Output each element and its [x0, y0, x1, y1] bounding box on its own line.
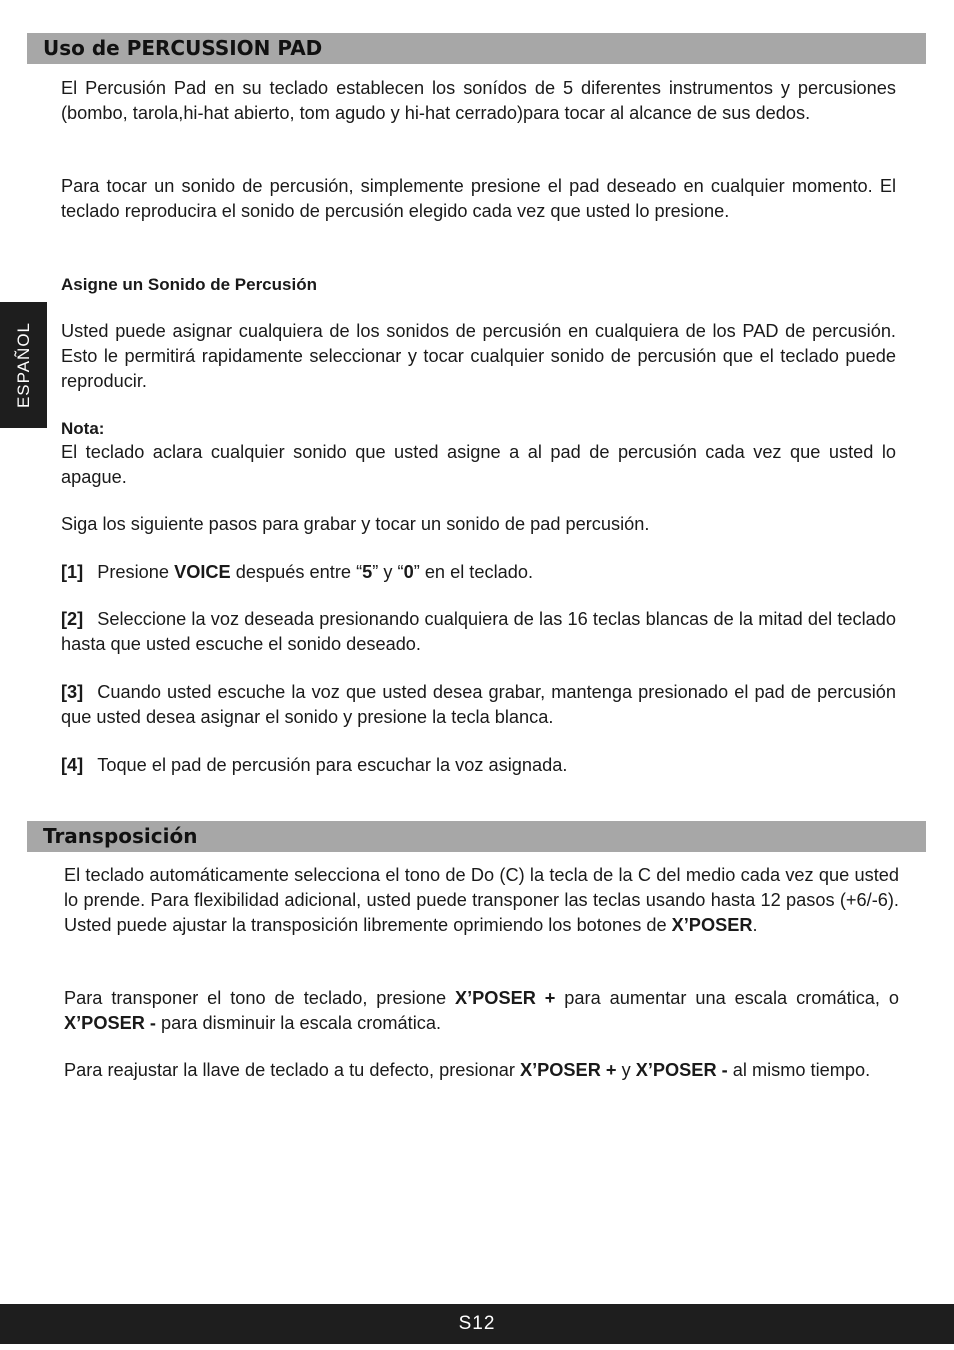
step-4: [61, 753, 896, 778]
paragraph-transposition-intro: [64, 863, 899, 938]
language-label: ESPAÑOL: [13, 321, 33, 409]
paragraph-assign: Usted puede asignar cualquiera de los sonidos de percusión en cualquiera de los PAD de percusión. Esto le permitirá rapidamente seleccionar y tocar cualquier sonido de percusión que el teclado puede reproducir.: [61, 321, 896, 391]
step-1-digit-5: 5: [362, 562, 373, 582]
step-3: [61, 680, 896, 730]
reset-key-text-b: y: [616, 1060, 636, 1080]
step-3-text: Cuando usted escuche la voz que usted desea grabar, mantenga presionado el pad de percusión que usted desea asignar el sonido y presione la tecla blanca.: [61, 682, 896, 727]
step-1-number: [1]: [61, 562, 84, 582]
step-1: [61, 560, 896, 585]
step-1-voice: VOICE: [174, 562, 231, 582]
page-number: S12: [458, 1313, 496, 1334]
paragraph-play-sound: Para tocar un sonido de percusión, simplemente presione el pad deseado en cualquier momento. El teclado reproducira el sonido de percusión elegido cada vez que usted lo presione.: [61, 176, 896, 221]
step-4-number: [4]: [61, 755, 84, 775]
section-heading-percussion-pad: Uso de PERCUSSION PAD: [27, 33, 926, 64]
subheading-assign-sound: Asigne un Sonido de Percusión: [61, 275, 317, 294]
note-label: Nota:: [61, 419, 105, 438]
xposer-minus-label: X’POSER -: [64, 1013, 156, 1033]
paragraph-steps-intro: Siga los siguiente pasos para grabar y tocar un sonido de pad percusión.: [61, 514, 650, 534]
step-1-text-a: Presione: [97, 562, 175, 582]
step-2-number: [2]: [61, 609, 84, 629]
xposer-plus-label: X’POSER +: [454, 988, 556, 1008]
reset-key-text-c: al mismo tiempo.: [727, 1060, 871, 1080]
section-heading-transposition: Transposición: [27, 821, 926, 852]
step-2-text: Seleccione la voz deseada presionando cualquiera de las 16 teclas blancas de la mitad del teclado hasta que usted escuche el sonido deseado.: [61, 609, 896, 654]
note-text: El teclado aclara cualquier sonido que usted asigne a al pad de percusión cada vez que usted lo apague.: [61, 442, 896, 487]
step-3-number: [3]: [61, 682, 84, 702]
paragraph-intro: El Percusión Pad en su teclado establecen los sonídos de 5 diferentes instrumentos y percusiones (bombo, tarola,hi-hat abierto, tom agudo y hi-hat cerrado)para tocar al alcance de sus dedos.: [61, 78, 896, 123]
step-1-digit-0: 0: [403, 562, 414, 582]
page-footer: [0, 1304, 954, 1344]
transposition-intro-text: El teclado automáticamente selecciona el tono de Do (C) la tecla de la C del medio cada vez que usted lo prende. Para flexibilidad adicional, usted puede transponer las teclas usando hasta 12 pasos (+6/-6). Usted puede ajustar la transposición libremente oprimiendo los botones de: [64, 865, 899, 935]
paragraph-reset-key: [64, 1058, 899, 1083]
step-2: [61, 607, 896, 657]
transpose-tone-text-c: para disminuir la escala cromática.: [155, 1013, 442, 1033]
step-4-text: Toque el pad de percusión para escuchar la voz asignada.: [97, 755, 568, 775]
step-1-text-d: ” en el teclado.: [413, 562, 534, 582]
language-side-tab: [0, 302, 47, 428]
reset-xposer-plus-label: X’POSER +: [519, 1060, 617, 1080]
reset-xposer-minus-label: X’POSER -: [635, 1060, 728, 1080]
step-1-text-c: ” y “: [372, 562, 404, 582]
reset-key-text-a: Para reajustar la llave de teclado a tu defecto, presionar: [64, 1060, 520, 1080]
xposer-label: X’POSER: [671, 915, 753, 935]
transposition-intro-end: .: [752, 915, 758, 935]
paragraph-transpose-tone: [64, 986, 899, 1036]
step-1-text-b: después entre “: [230, 562, 363, 582]
transpose-tone-text-a: Para transponer el tono de teclado, presione: [64, 988, 455, 1008]
transpose-tone-text-b: para aumentar una escala cromática, o: [555, 988, 899, 1008]
